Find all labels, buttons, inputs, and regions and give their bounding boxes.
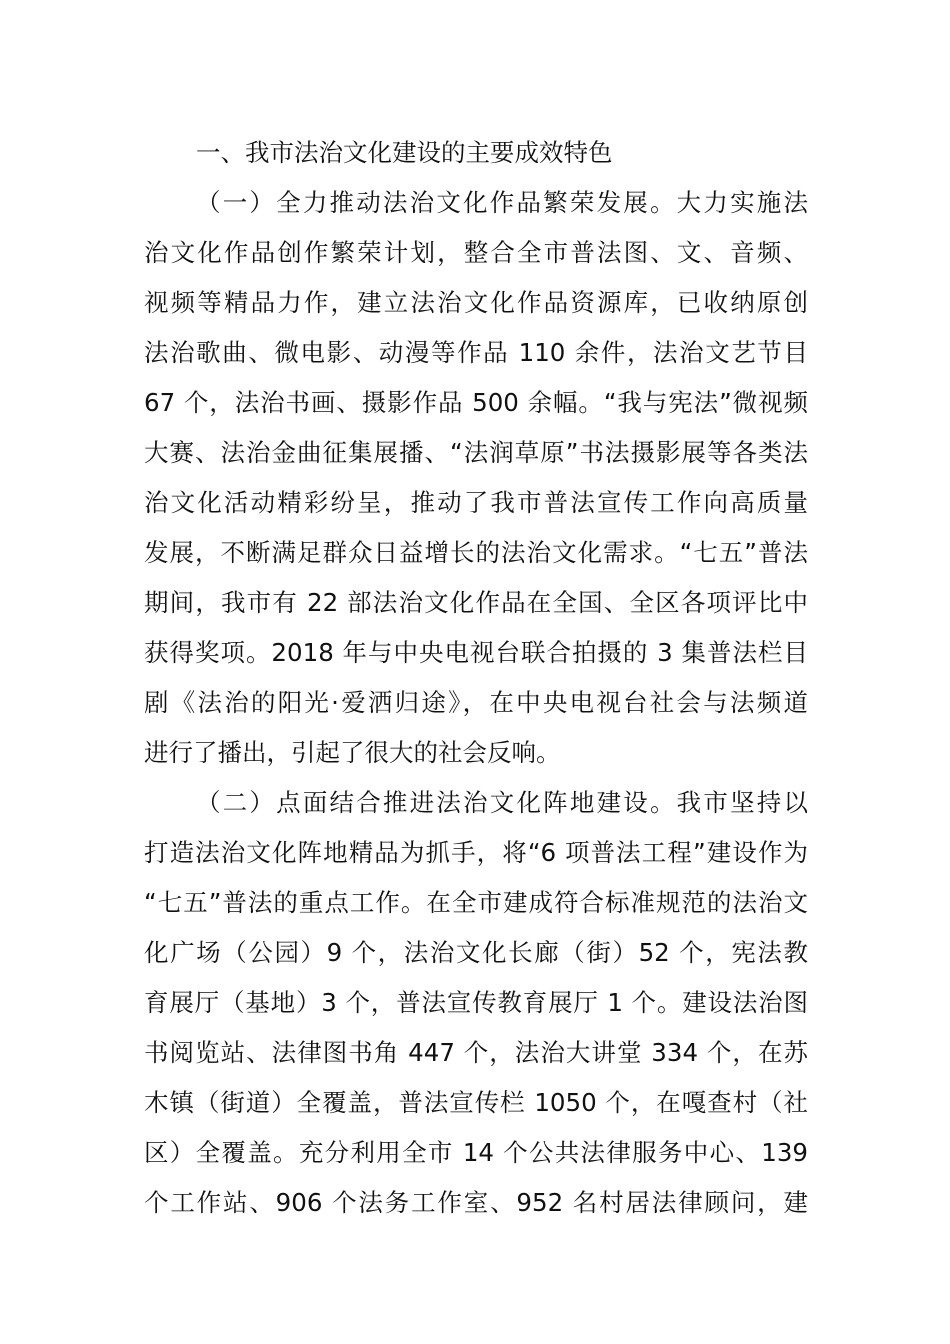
paragraph-line: 进行了播出，引起了很大的社会反响。 <box>144 738 561 767</box>
paragraph-line: “七五”普法的重点工作。在全市建成符合标准规范的法治文 <box>144 888 808 917</box>
paragraph-line: 区）全覆盖。充分利用全市 14 个公共法律服务中心、139 <box>144 1138 808 1167</box>
paragraph-line: 书阅览站、法律图书角 447 个，法治大讲堂 334 个，在苏 <box>144 1038 808 1067</box>
paragraph-line: （一）全力推动法治文化作品繁荣发展。大力实施法 <box>196 188 808 217</box>
paragraph-line: 治文化活动精彩纷呈，推动了我市普法宣传工作向高质量 <box>144 488 808 517</box>
document-body <box>144 128 808 1228</box>
paragraph-line: 法治歌曲、微电影、动漫等作品 110 余件，法治文艺节目 <box>144 338 808 367</box>
paragraph-2 <box>144 778 808 1228</box>
section-heading: 一、我市法治文化建设的主要成效特色 <box>196 138 613 167</box>
paragraph-line: 打造法治文化阵地精品为抓手，将“6 项普法工程”建设作为 <box>144 838 808 867</box>
paragraph-line: 木镇（街道）全覆盖，普法宣传栏 1050 个，在嘎查村（社 <box>144 1088 808 1117</box>
paragraph-1 <box>144 178 808 778</box>
paragraph-line: （二）点面结合推进法治文化阵地建设。我市坚持以 <box>196 788 808 817</box>
paragraph-line: 个工作站、906 个法务工作室、952 名村居法律顾问，建 <box>144 1188 808 1217</box>
paragraph-line: 67 个，法治书画、摄影作品 500 余幅。“我与宪法”微视频 <box>144 388 808 417</box>
paragraph-line: 获得奖项。2018 年与中央电视台联合拍摄的 3 集普法栏目 <box>144 638 808 667</box>
paragraph-line: 化广场（公园）9 个，法治文化长廊（街）52 个，宪法教 <box>144 938 808 967</box>
paragraph-line: 发展，不断满足群众日益增长的法治文化需求。“七五”普法 <box>144 538 808 567</box>
paragraph-line: 剧《法治的阳光·爱洒归途》，在中央电视台社会与法频道 <box>144 688 808 717</box>
paragraph-line: 视频等精品力作，建立法治文化作品资源库，已收纳原创 <box>144 288 808 317</box>
paragraph-line: 育展厅（基地）3 个，普法宣传教育展厅 1 个。建设法治图 <box>144 988 808 1017</box>
paragraph-line: 期间，我市有 22 部法治文化作品在全国、全区各项评比中 <box>144 588 808 617</box>
paragraph-line: 治文化作品创作繁荣计划，整合全市普法图、文、音频、 <box>144 238 808 267</box>
paragraph-line: 大赛、法治金曲征集展播、“法润草原”书法摄影展等各类法 <box>144 438 808 467</box>
